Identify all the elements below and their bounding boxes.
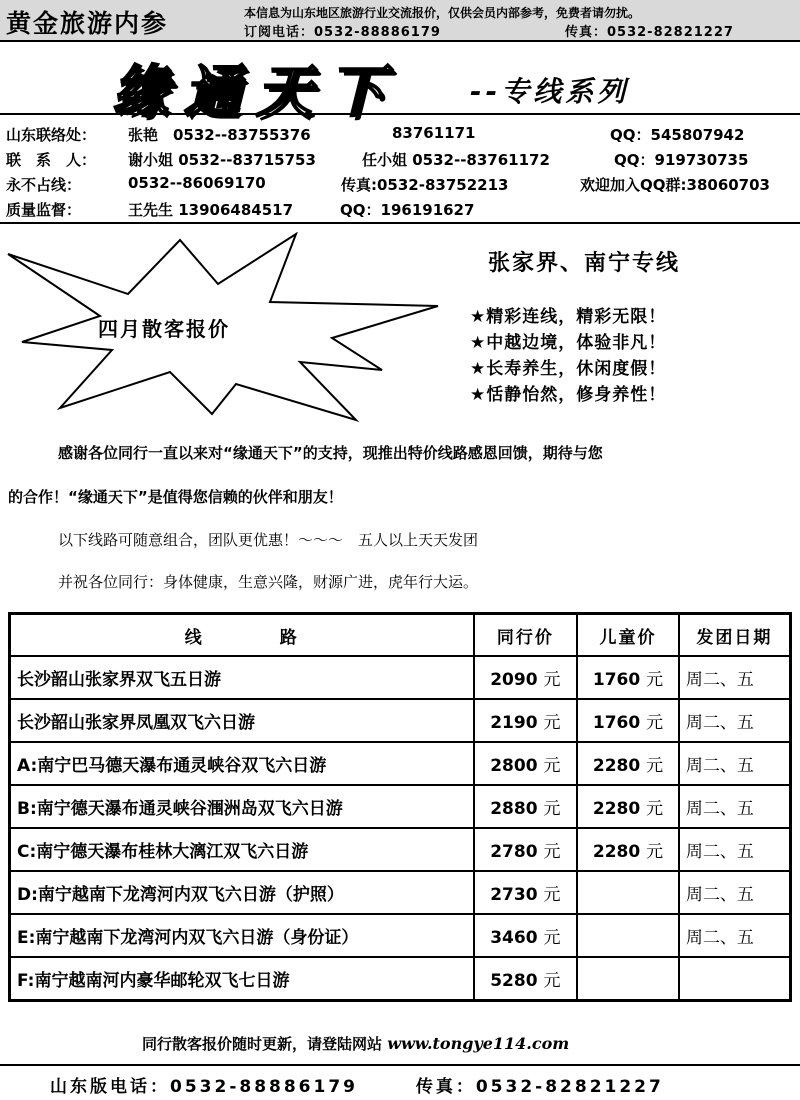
route-cell [10, 957, 474, 1001]
contact-value: 谢小姐 0532--83715753 [128, 151, 316, 169]
route-cell-value: D:南宁越南下龙湾河内双飞六日游（护照） [17, 885, 344, 905]
route-cell-value: A:南宁巴马德天瀑布通灵峡谷双飞六日游 [17, 756, 327, 776]
contact-qq-group: 欢迎加入QQ群:38060703 [580, 176, 770, 194]
divider [0, 113, 800, 115]
contact-value: 王先生 13906484517 [128, 201, 294, 219]
route-cell-value: C:南宁德天瀑布桂林大漓江双飞六日游 [17, 842, 309, 862]
series-label: --专线系列 [470, 75, 630, 108]
price-cell [474, 957, 578, 1001]
currency-unit: 元 [646, 713, 664, 733]
route-cell-value: F:南宁越南河内豪华邮轮双飞七日游 [17, 971, 290, 991]
contact-fax: 传真:0532-83752213 [341, 176, 509, 194]
price-cell [474, 742, 578, 785]
feature-item: ★精彩连线，精彩无限！ [470, 307, 667, 327]
header-fax: 传真：0532-82821227 [565, 25, 734, 40]
contact-value: 任小姐 0532--83761172 [362, 151, 550, 169]
contact-qq: QQ：196191627 [340, 201, 475, 219]
child-price-cell [577, 914, 679, 957]
brand-name: 黄金旅游内参 [6, 9, 169, 38]
website-link[interactable]: www.tongye114.com [387, 1034, 570, 1053]
departure-cell-value: 周二、五 [685, 928, 754, 948]
route-cell-value: 长沙韶山张家界双飞五日游 [17, 670, 221, 690]
route-cell [10, 699, 474, 742]
currency-unit: 元 [646, 842, 664, 862]
contact-qq: QQ：545807942 [610, 126, 745, 144]
contact-label: 质量监督： [6, 201, 82, 219]
departure-cell [679, 871, 791, 914]
contact-label: 山东联络处： [6, 126, 97, 144]
currency-unit: 元 [543, 756, 561, 776]
feature-item: ★恬静怡然，修身养性！ [470, 385, 667, 405]
currency-unit: 元 [646, 670, 664, 690]
currency-unit: 元 [543, 713, 561, 733]
child-price-cell [577, 742, 679, 785]
route-cell [10, 828, 474, 871]
disclaimer-text: 本信息为山东地区旅游行业交流报价，仅供会员内部参考，免费者请勿扰。 [244, 6, 641, 20]
intro-line: 以下线路可随意组合，团队更优惠！～～～ 五人以上天天发团 [58, 531, 479, 549]
child-price-cell [577, 828, 679, 871]
price-cell-value: 2880 [490, 799, 538, 819]
route-cell [10, 656, 474, 699]
intro-line: 的合作！“缘通天下”是值得您信赖的伙伴和朋友！ [8, 488, 343, 506]
contact-label: 联 系 人： [6, 151, 97, 169]
route-cell [10, 914, 474, 957]
currency-unit: 元 [543, 971, 561, 991]
route-cell-value: 长沙韶山张家界凤凰双飞六日游 [17, 713, 255, 733]
child-price-cell-value: 1760 [592, 713, 641, 733]
departure-cell-value: 周二、五 [685, 713, 754, 733]
departure-cell [679, 957, 791, 1001]
currency-unit: 元 [543, 842, 561, 862]
child-price-cell-value: 1760 [592, 670, 641, 690]
table-header-row [10, 614, 791, 657]
update-notice [142, 1033, 569, 1054]
table-row [10, 742, 791, 785]
contact-value: 0532--86069170 [128, 174, 266, 192]
child-price-cell-value: 2280 [592, 756, 641, 776]
child-price-cell [577, 957, 679, 1001]
main-title: 缘通天下 [112, 59, 400, 125]
price-cell [474, 871, 578, 914]
departure-cell-value: 周二、五 [685, 756, 754, 776]
departure-cell [679, 742, 791, 785]
promo-burst-text: 四月散客报价 [98, 317, 230, 341]
child-price-cell [577, 656, 679, 699]
contact-value: 83761171 [392, 124, 476, 142]
departure-cell-value: 周二、五 [685, 842, 754, 862]
table-row [10, 656, 791, 699]
price-cell-value: 5280 [490, 971, 538, 991]
currency-unit: 元 [646, 799, 664, 819]
header-price: 同行价 [474, 614, 578, 657]
child-price-cell [577, 871, 679, 914]
currency-unit: 元 [543, 928, 561, 948]
child-price-cell-value: 2280 [592, 799, 641, 819]
price-table [8, 612, 792, 1002]
intro-line: 并祝各位同行：身体健康，生意兴隆，财源广进，虎年行大运。 [58, 573, 479, 591]
contact-label: 永不占线： [6, 176, 82, 194]
departure-cell-value: 周二、五 [685, 670, 754, 690]
currency-unit: 元 [646, 756, 664, 776]
route-cell [10, 742, 474, 785]
footer-fax: 传真：0532-82821227 [415, 1077, 664, 1097]
child-price-cell [577, 699, 679, 742]
header-route: 线 路 [10, 614, 474, 657]
footer-phone: 山东版电话：0532-88886179 [50, 1077, 358, 1097]
intro-line: 感谢各位同行一直以来对“缘通天下”的支持，现推出特价线路感恩回馈，期待与您 [58, 444, 603, 462]
price-cell [474, 828, 578, 871]
table-row [10, 785, 791, 828]
feature-item: ★中越边境，体验非凡！ [470, 333, 667, 353]
currency-unit: 元 [543, 885, 561, 905]
child-price-cell [577, 785, 679, 828]
departure-cell [679, 785, 791, 828]
price-cell-value: 2730 [490, 885, 538, 905]
price-cell [474, 656, 578, 699]
price-cell-value: 3460 [490, 928, 538, 948]
footer-contact [50, 1072, 664, 1097]
price-cell [474, 914, 578, 957]
table-row [10, 828, 791, 871]
departure-cell [679, 699, 791, 742]
route-title: 张家界、南宁专线 [488, 251, 681, 276]
price-cell [474, 785, 578, 828]
price-cell-value: 2090 [490, 670, 538, 690]
contact-value: 张艳 0532--83755376 [128, 126, 311, 144]
departure-cell-value: 周二、五 [685, 885, 754, 905]
feature-item: ★长寿养生，休闲度假！ [470, 359, 667, 379]
departure-cell [679, 656, 791, 699]
divider [0, 222, 800, 224]
price-cell-value: 2190 [490, 713, 538, 733]
route-cell-value: E:南宁越南下龙湾河内双飞六日游（身份证） [17, 928, 359, 948]
divider [0, 1064, 800, 1066]
header-departure: 发团日期 [679, 614, 791, 657]
currency-unit: 元 [543, 670, 561, 690]
table-row [10, 699, 791, 742]
currency-unit: 元 [543, 799, 561, 819]
departure-cell [679, 914, 791, 957]
price-cell [474, 699, 578, 742]
table-row [10, 914, 791, 957]
price-cell-value: 2800 [490, 756, 538, 776]
route-cell [10, 871, 474, 914]
departure-cell-value: 周二、五 [685, 799, 754, 819]
child-price-cell-value: 2280 [592, 842, 641, 862]
header-child-price: 儿童价 [577, 614, 679, 657]
table-row [10, 871, 791, 914]
route-cell-value: B:南宁德天瀑布通灵峡谷涠洲岛双飞六日游 [17, 799, 343, 819]
table-row [10, 957, 791, 1001]
route-cell [10, 785, 474, 828]
subscribe-phone: 订阅电话：0532-88886179 [244, 25, 441, 40]
update-text: 同行散客报价随时更新，请登陆网站 [142, 1035, 383, 1053]
contact-qq: QQ：919730735 [614, 151, 749, 169]
price-cell-value: 2780 [490, 842, 538, 862]
departure-cell [679, 828, 791, 871]
